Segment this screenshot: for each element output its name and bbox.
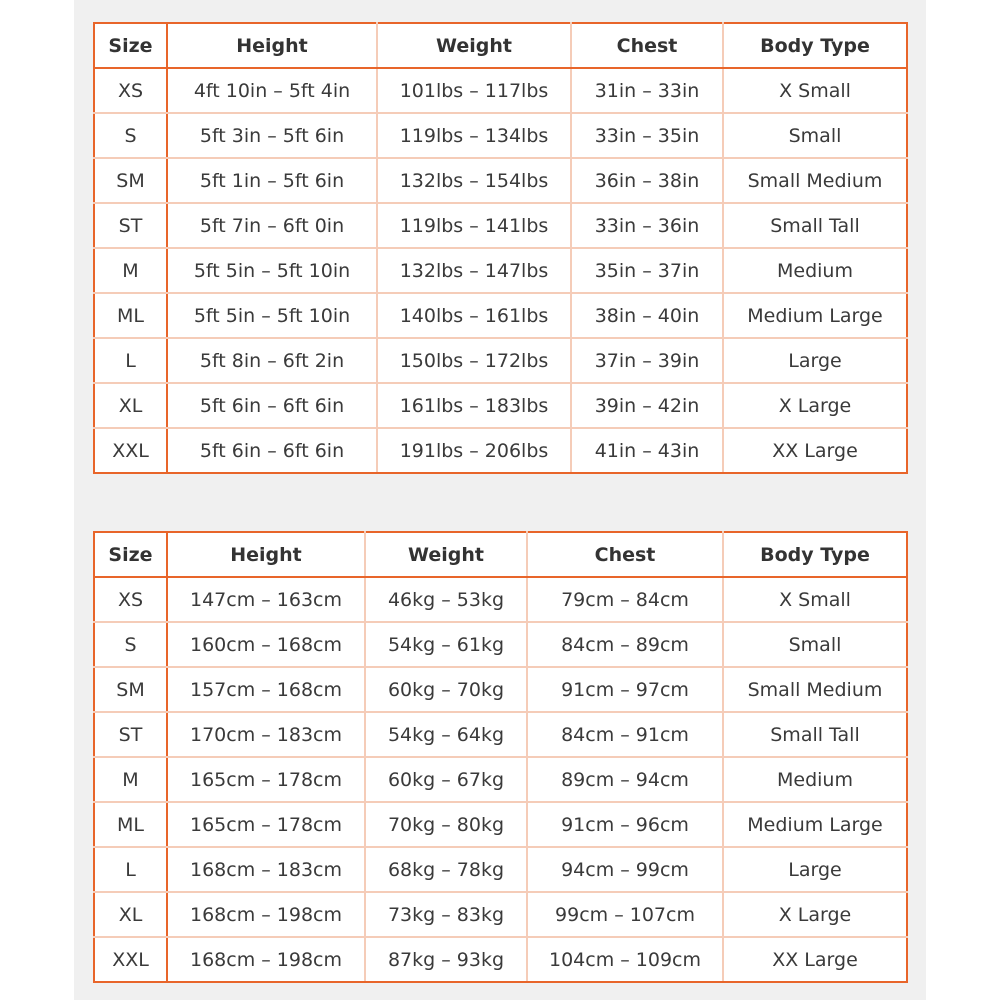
table-row [94,667,907,712]
table-header-row [94,532,907,577]
cell-size: M [94,248,167,293]
header-height: Height [167,532,365,577]
cell-chest: 41in – 43in [571,428,723,473]
cell-body-type: X Small [723,577,907,622]
table-row [94,338,907,383]
cell-height: 168cm – 198cm [167,937,365,982]
cell-body-type: Medium Large [723,293,907,338]
cell-weight: 119lbs – 141lbs [377,203,571,248]
cell-size: XL [94,383,167,428]
table-row [94,113,907,158]
header-chest: Chest [571,23,723,68]
table-row [94,203,907,248]
cell-size: XS [94,577,167,622]
table-row [94,68,907,113]
cell-size: ML [94,293,167,338]
table-row [94,622,907,667]
cell-weight: 119lbs – 134lbs [377,113,571,158]
table-row [94,892,907,937]
cell-weight: 54kg – 61kg [365,622,527,667]
table-row [94,293,907,338]
header-body-type: Body Type [723,532,907,577]
cell-weight: 191lbs – 206lbs [377,428,571,473]
cell-size: ML [94,802,167,847]
table-row [94,577,907,622]
cell-body-type: XX Large [723,428,907,473]
cell-body-type: XX Large [723,937,907,982]
cell-chest: 91cm – 97cm [527,667,723,712]
header-height: Height [167,23,377,68]
cell-weight: 68kg – 78kg [365,847,527,892]
header-weight: Weight [377,23,571,68]
cell-body-type: Small Medium [723,158,907,203]
cell-body-type: X Large [723,383,907,428]
cell-chest: 99cm – 107cm [527,892,723,937]
cell-chest: 31in – 33in [571,68,723,113]
cell-height: 5ft 8in – 6ft 2in [167,338,377,383]
cell-chest: 91cm – 96cm [527,802,723,847]
cell-body-type: Large [723,338,907,383]
cell-height: 165cm – 178cm [167,757,365,802]
cell-chest: 84cm – 91cm [527,712,723,757]
cell-weight: 60kg – 67kg [365,757,527,802]
cell-body-type: Small Medium [723,667,907,712]
cell-height: 147cm – 163cm [167,577,365,622]
cell-chest: 39in – 42in [571,383,723,428]
cell-body-type: Medium [723,248,907,293]
header-size: Size [94,532,167,577]
cell-chest: 94cm – 99cm [527,847,723,892]
cell-size: XL [94,892,167,937]
cell-size: S [94,113,167,158]
cell-height: 5ft 3in – 5ft 6in [167,113,377,158]
cell-height: 168cm – 198cm [167,892,365,937]
header-body-type: Body Type [723,23,907,68]
cell-weight: 54kg – 64kg [365,712,527,757]
table-row [94,757,907,802]
cell-body-type: Medium [723,757,907,802]
cell-height: 5ft 5in – 5ft 10in [167,293,377,338]
header-weight: Weight [365,532,527,577]
table-header-row [94,23,907,68]
cell-size: ST [94,712,167,757]
cell-height: 4ft 10in – 5ft 4in [167,68,377,113]
cell-size: SM [94,158,167,203]
cell-body-type: Small [723,622,907,667]
cell-body-type: Large [723,847,907,892]
cell-size: L [94,338,167,383]
cell-weight: 87kg – 93kg [365,937,527,982]
header-size: Size [94,23,167,68]
header-chest: Chest [527,532,723,577]
cell-size: SM [94,667,167,712]
cell-chest: 33in – 36in [571,203,723,248]
table-row [94,937,907,982]
cell-size: M [94,757,167,802]
table-row [94,383,907,428]
cell-size: L [94,847,167,892]
cell-chest: 79cm – 84cm [527,577,723,622]
cell-size: XXL [94,937,167,982]
cell-weight: 101lbs – 117lbs [377,68,571,113]
cell-weight: 70kg – 80kg [365,802,527,847]
cell-weight: 46kg – 53kg [365,577,527,622]
cell-height: 160cm – 168cm [167,622,365,667]
table-row [94,428,907,473]
cell-weight: 132lbs – 147lbs [377,248,571,293]
cell-size: XS [94,68,167,113]
cell-body-type: Small [723,113,907,158]
cell-height: 5ft 7in – 6ft 0in [167,203,377,248]
cell-weight: 132lbs – 154lbs [377,158,571,203]
cell-weight: 150lbs – 172lbs [377,338,571,383]
cell-body-type: Small Tall [723,203,907,248]
cell-weight: 140lbs – 161lbs [377,293,571,338]
cell-body-type: X Small [723,68,907,113]
cell-chest: 33in – 35in [571,113,723,158]
imperial-size-table [93,22,908,474]
table-row [94,712,907,757]
table-row [94,248,907,293]
cell-chest: 37in – 39in [571,338,723,383]
cell-weight: 60kg – 70kg [365,667,527,712]
cell-size: S [94,622,167,667]
cell-height: 168cm – 183cm [167,847,365,892]
cell-height: 5ft 1in – 5ft 6in [167,158,377,203]
cell-height: 157cm – 168cm [167,667,365,712]
cell-body-type: Medium Large [723,802,907,847]
cell-chest: 89cm – 94cm [527,757,723,802]
cell-chest: 38in – 40in [571,293,723,338]
table-row [94,158,907,203]
cell-chest: 35in – 37in [571,248,723,293]
cell-chest: 84cm – 89cm [527,622,723,667]
metric-size-table [93,531,908,983]
cell-chest: 36in – 38in [571,158,723,203]
cell-chest: 104cm – 109cm [527,937,723,982]
cell-size: ST [94,203,167,248]
cell-weight: 161lbs – 183lbs [377,383,571,428]
cell-height: 5ft 6in – 6ft 6in [167,383,377,428]
cell-size: XXL [94,428,167,473]
cell-height: 170cm – 183cm [167,712,365,757]
cell-body-type: Small Tall [723,712,907,757]
cell-height: 165cm – 178cm [167,802,365,847]
table-row [94,847,907,892]
cell-body-type: X Large [723,892,907,937]
cell-height: 5ft 5in – 5ft 10in [167,248,377,293]
cell-height: 5ft 6in – 6ft 6in [167,428,377,473]
table-row [94,802,907,847]
cell-weight: 73kg – 83kg [365,892,527,937]
